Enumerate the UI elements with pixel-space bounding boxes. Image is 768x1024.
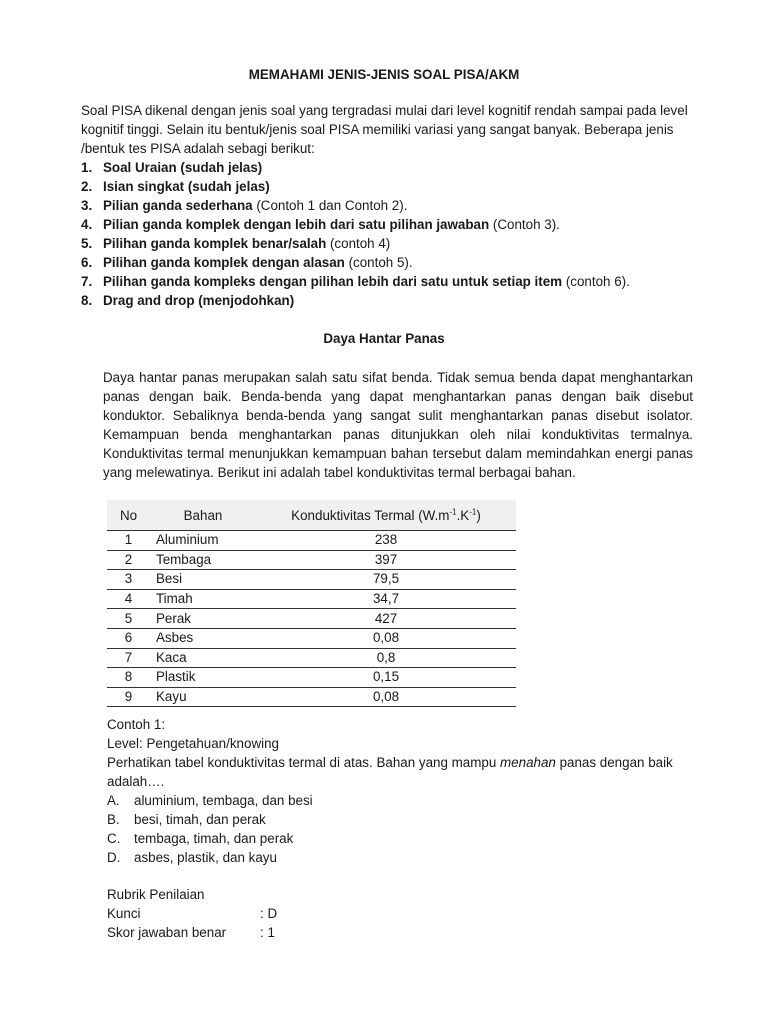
example-1 xyxy=(107,715,697,867)
conductivity-table xyxy=(107,500,516,707)
option-d: D. asbes, plastik, dan kayu xyxy=(107,850,277,865)
table-row: 1 Aluminium 238 xyxy=(107,531,516,551)
document-title: MEMAHAMI JENIS-JENIS SOAL PISA/AKM xyxy=(248,67,520,82)
scoring-rubric xyxy=(107,885,507,942)
rubric-key-row: Kunci : D xyxy=(107,906,278,921)
table-row: 7 Kaca 0,8 xyxy=(107,648,516,668)
list-item: 2. Isian singkat (sudah jelas) xyxy=(81,179,270,194)
intro-section xyxy=(81,101,693,310)
table-row: 8 Plastik 0,15 xyxy=(107,668,516,688)
question-type-list xyxy=(81,158,693,310)
list-item: 6. Pilihan ganda komplek dengan alasan (contoh 5). xyxy=(81,255,413,270)
section-title: Daya Hantar Panas xyxy=(323,331,445,346)
option-b: B. besi, timah, dan perak xyxy=(107,812,266,827)
list-item: 8. Drag and drop (menjodohkan) xyxy=(81,293,295,308)
rubric-score-row: Skor jawaban benar : 1 xyxy=(107,925,275,940)
example-question: Perhatikan tabel konduktivitas termal di atas. Bahan yang mampu menahan panas dengan baik adalah…. xyxy=(107,755,673,789)
answer-options xyxy=(107,791,697,867)
example-label: Contoh 1: xyxy=(107,717,166,732)
list-item: 4. Pilian ganda komplek dengan lebih dari satu pilihan jawaban (Contoh 3). xyxy=(81,217,560,232)
table-row: 3 Besi 79,5 xyxy=(107,570,516,590)
header-no: No xyxy=(107,500,150,531)
header-bahan: Bahan xyxy=(150,500,256,531)
list-item: 5. Pilihan ganda komplek benar/salah (contoh 4) xyxy=(81,236,391,251)
option-c: C. tembaga, timah, dan perak xyxy=(107,831,294,846)
section-paragraph: Daya hantar panas merupakan salah satu sifat benda. Tidak semua benda dapat menghantarkan panas dengan baik. Benda-benda yang dapat menghantarkan panas dengan baik disebut konduktor. Sebaliknya benda-benda yang sangat sulit menghantarkan panas disebut isolator. Kemampuan benda menghantarkan panas ditunjukkan oleh nilai konduktivitas termalnya. Konduktivitas termal menunjukkan kemampuan bahan tersebut dalam memindahkan energi panas yang melewatinya. Berikut ini adalah tabel konduktivitas termal berbagai bahan. xyxy=(103,370,693,480)
header-conductivity: Konduktivitas Termal $(W.m^{-1}.K^{-1})$ xyxy=(256,500,516,531)
table-header-row xyxy=(107,500,516,531)
table-row: 6 Asbes 0,08 xyxy=(107,628,516,648)
table-row: 4 Timah 34,7 xyxy=(107,589,516,609)
list-item: 3. Pilian ganda sederhana (Contoh 1 dan Contoh 2). xyxy=(81,198,408,213)
list-item: 7. Pilihan ganda kompleks dengan pilihan lebih dari satu untuk setiap item (contoh 6). xyxy=(81,274,630,289)
table-row: 2 Tembaga 397 xyxy=(107,550,516,570)
intro-paragraph: Soal PISA dikenal dengan jenis soal yang tergradasi mulai dari level kognitif rendah sampai pada level kognitif tinggi. Selain itu bentuk/jenis soal PISA memiliki variasi yang sangat banyak. Beberapa jenis /bentuk tes PISA adalah sebagi berikut: xyxy=(81,103,688,156)
rubric-title: Rubrik Penilaian xyxy=(107,887,205,902)
table-row: 9 Kayu 0,08 xyxy=(107,687,516,707)
example-level: Level: Pengetahuan/knowing xyxy=(107,736,279,751)
option-a: A. aluminium, tembaga, dan besi xyxy=(107,793,313,808)
table-row: 5 Perak 427 xyxy=(107,609,516,629)
list-item: 1. Soal Uraian (sudah jelas) xyxy=(81,160,263,175)
